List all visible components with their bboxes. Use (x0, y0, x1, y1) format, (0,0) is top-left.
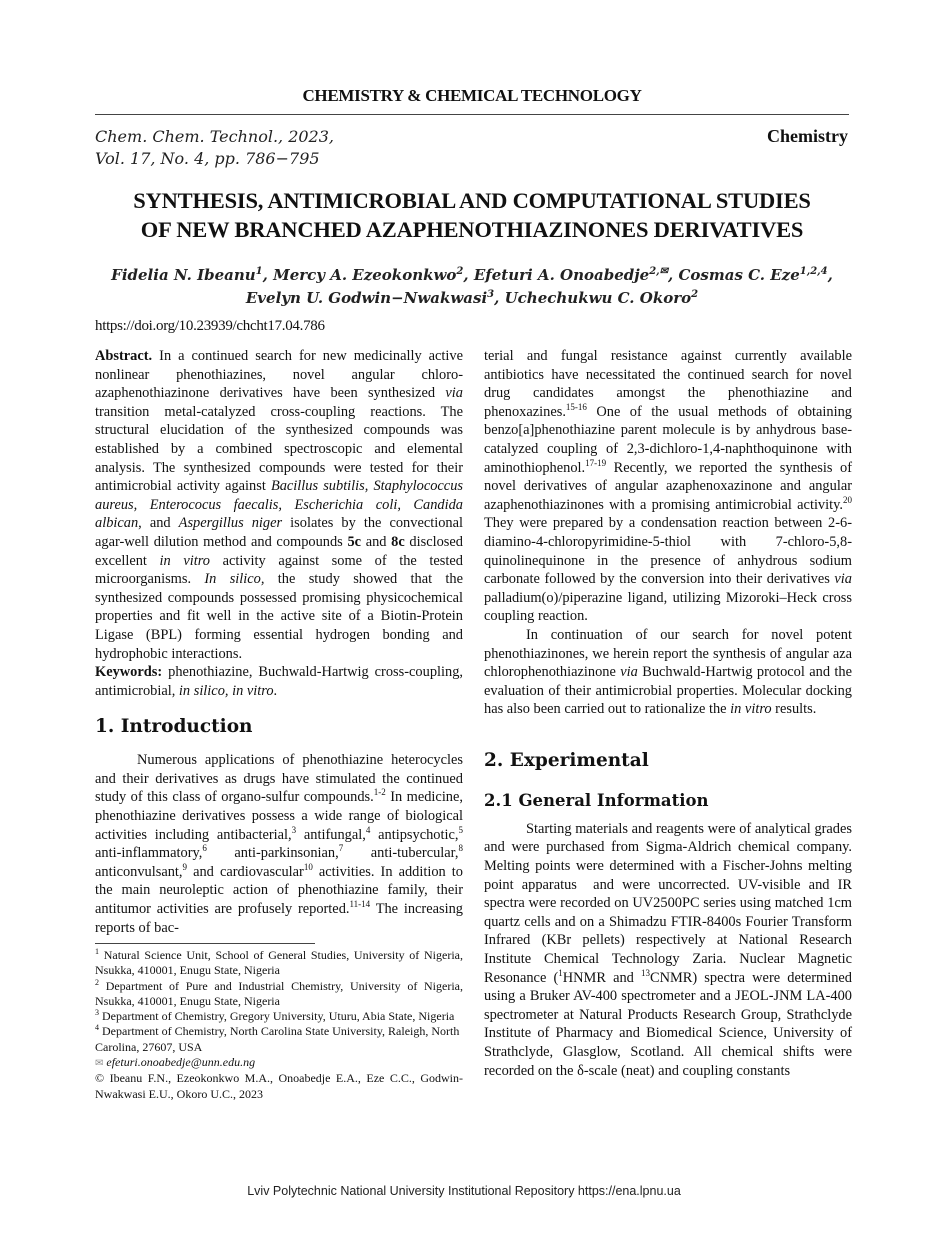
header-rule (95, 114, 849, 115)
title-line-2: OF NEW BRANCHED AZAPHENOTHIAZINONES DERIVATIVES (140, 217, 804, 242)
intro-paragraph: Numerous applications of phenothiazine heterocycles and their derivatives as drugs have stimulated the continued study of this class of organo-sulfur compounds.$^{1-2}$ In medicine, phenothiazine derivatives possess a wide range of biological activities including antibacterial,$^3$ antifungal,$^4$ antipsychotic,$^5$ anti-inflammatory,$^6$ anti-parkinsonian,$^7$ anti-tubercular,$^8$ anticonvulsant,$^9$ and cardiovascular$^{10}$ activities. In addition to the main neuroleptic action of phenothiazine family, their antitumor activities are profusely reported.$^{11-14}$ The increasing reports of bac- (95, 752, 463, 936)
abstract-label: Abstract. (95, 348, 153, 364)
author: Evelyn U. Godwin−Nwakwasi (245, 289, 488, 307)
corresponding-email (95, 1055, 463, 1071)
affiliation-mark: 1,2,4 (799, 266, 828, 277)
envelope-icon: ✉ (95, 1058, 104, 1070)
compound-8c: 8c (391, 533, 405, 550)
affiliation-mark: 2,✉ (649, 266, 669, 277)
author: Fidelia N. Ibeanu (111, 266, 256, 284)
citation-line-2: Vol. 17, No. 4, pp. 786−795 (95, 149, 320, 168)
footnote-affiliation: $^3$ Department of Chemistry, Gregory University, Uturu, Abia State, Nigeria (95, 1008, 455, 1024)
right-column (484, 347, 852, 1080)
citation-line-1: Chem. Chem. Technol., 2023, (95, 127, 334, 146)
article-title (95, 186, 849, 244)
section-heading-experimental: 2. Experimental (484, 749, 649, 771)
title-line-1: SYNTHESIS, ANTIMICROBIAL AND COMPUTATIONAL STUDIES (133, 188, 811, 213)
keywords-label: Keywords: (95, 664, 163, 681)
reference-mark[interactable]: 10 (303, 862, 313, 873)
copyright: © Ibeanu F.N., Ezeokonkwo M.A., Onoabedje E.A., Eze C.C., Godwin-Nwakwasi E.U., Okoro U.C., 2023 (95, 1071, 463, 1101)
reference-mark[interactable]: 17-19 (585, 457, 607, 468)
intro-continued: terial and fungal resistance against currently available antibiotics have necessitated the continued search for novel drug candidates amongst the phenothiazine and phenoxazines.$^{15-16}$ One of the usual methods of obtaining benzo[a]phenothiazine parent molecule is by anhydrous base-catalyzed coupling of 2,3-dichloro-1,4-naphthoquinone with aminothiophenol.$^{17-19}$ Recently, we reported the synthesis of novel derivatives of angular azaphenoxazinone and angular azaphenothiazinones with a promising antimicrobial activity.$^{20}$ They were prepared by a condensation reaction between 2-6-diamino-4-chloropyrimidine-5-thiol with 7-chloro-5,8-quinolinequinone in the presence of anhydrous sodium carbonate followed by the conversion into their derivatives via palladium(o)/piperazine ligand, utilizing Mizoroki–Heck cross coupling reaction. (484, 348, 852, 625)
affiliation-mark: 2 (456, 266, 464, 277)
compound-5c: 5c (347, 533, 362, 550)
reference-mark[interactable]: 5 (458, 824, 463, 835)
reference-mark[interactable]: 20 (843, 494, 852, 505)
intro-left-tail: The increasing reports of bac- (95, 901, 463, 936)
author: Mercy A. Ezeokonkwo (273, 266, 457, 284)
reference-mark[interactable]: 9 (182, 862, 188, 873)
reference-mark[interactable]: 7 (338, 843, 344, 854)
reference-mark[interactable]: 8 (458, 843, 463, 854)
experimental-paragraph: Starting materials and reagents were of analytical grades and were purchased from Sigma-Aldrich chemical company. Melting points were determined with a Fischer-Johns melting point apparatus and were uncorrected. UV-visible and IR spectra were recorded on UV2500PC series using matched 1cm quartz cells and on a Shimadzu FTIR-8400s Fourier Transform Infrared (KBr pellets) respectively at National Research Institute Chemical Technology Zaria. Nuclear Magnetic Resonance ($^1$HNMR and $^{13}$CNMR) spectra were determined using a Bruker AV-400 spectrometer and a JEOL-JNM LA-400 spectrometer at Natural Products Research Group, Strathclyde Institute of Pharmacy and Biomedical Science, University of Strathclyde, Glasglow, Scotland. All chemical shifts were recorded on the δ-scale (neat) and coupling constants (484, 820, 852, 1079)
affiliation-mark: 3 (487, 289, 495, 300)
reference-mark[interactable]: 6 (202, 843, 207, 854)
journal-header: CHEMISTRY & CHEMICAL TECHNOLOGY (302, 86, 642, 105)
reference-mark[interactable]: 4 (365, 824, 371, 835)
keywords: Keywords: phenothiazine, Buchwald-Hartwig cross-coupling, antimicrobial, in silico, in vitro. (95, 664, 463, 699)
reference-mark[interactable]: 15-16 (565, 401, 587, 412)
reference-mark[interactable]: 3 (291, 824, 297, 835)
affiliation-mark: 2 (691, 289, 699, 300)
abstract: Abstract. In a continued search for new medicinally active nonlinear phenothiazines, novel angular chloro-azaphenothiazinone derivatives have been synthesized via transition metal-catalyzed cross-coupling reactions. The structural elucidation of the synthesized compounds was established by a combined spectroscopic and elemental analysis. The synthesized compounds were tested for their antimicrobial activity against Bacillus subtilis, Staphylococcus aureus, Enterococus faecalis, Escherichia coli, Candida albican, and Aspergillus niger isolates by the convectional agar-well dilution method and compounds 5c and 8c disclosed excellent in vitro activity against some of the tested microorganisms. In silico, the study showed that the synthesized compounds possessed promising physicochemical properties and fit well in the active site of a Biotin-Protein Ligase (BPL) forming essential hydrogen bonding and hydrophobic interactions. (95, 348, 463, 662)
repository-footer: Lviv Polytechnic National University Institutional Repository https://ena.lpnu.ua (247, 1184, 681, 1198)
author: Efeturi A. Onoabedje (473, 266, 650, 284)
footnote-affiliation: $^4$ Department of Chemistry, North Carolina State University, Raleigh, North Carolina, 27607, USA (95, 1023, 460, 1054)
affiliation-mark: 1 (255, 266, 263, 277)
author: Uchechukwu C. Okoro (504, 289, 692, 307)
journal-citation (95, 126, 334, 170)
reference-mark[interactable]: 1-2 (373, 787, 386, 798)
left-column (95, 347, 463, 937)
section-heading-introduction: 1. Introduction (95, 716, 253, 738)
footnote-affiliation: $^1$ Natural Science Unit, School of General Studies, University of Nigeria, Nsukka, 410001, Enugu State, Nigeria (95, 947, 463, 978)
footnote-rule (95, 943, 315, 944)
subsection-heading-general-info: 2.1 General Information (484, 790, 709, 810)
email-link[interactable]: efeturi.onoabedje@unn.edu.ng (106, 1055, 256, 1070)
author-list: Fidelia N. Ibeanu$^1$, Mercy A. Ezeokonkwo$^2$, Efeturi A. Onoabedje$^{2,✉}$, Cosmas C. Eze$^{1,2,4}$, Evelyn U. Godwin−Nwakwasi$^3$, Uchechukwu C. Okoro$^2$ (111, 266, 833, 307)
doi-link[interactable]: https://doi.org/10.23939/chcht17.04.786 (95, 318, 325, 334)
author: Cosmas C. Eze (678, 266, 800, 284)
intro-paragraph-2: In continuation of our search for novel potent phenothiazinones, we herein report the synthesis of angular aza chlorophenothiazinone via Buchwald-Hartwig protocol and the evaluation of their antimicrobial properties. Molecular docking has also been carried out to rationalize the in vitro results. (484, 626, 853, 718)
section-label: Chemistry (767, 126, 848, 146)
reference-mark[interactable]: 11-14 (349, 899, 371, 910)
footnotes (95, 948, 463, 1102)
footnote-affiliation: $^2$ Department of Pure and Industrial Chemistry, University of Nigeria, Nsukka, 410001, Enugu State, Nigeria (95, 977, 463, 1008)
